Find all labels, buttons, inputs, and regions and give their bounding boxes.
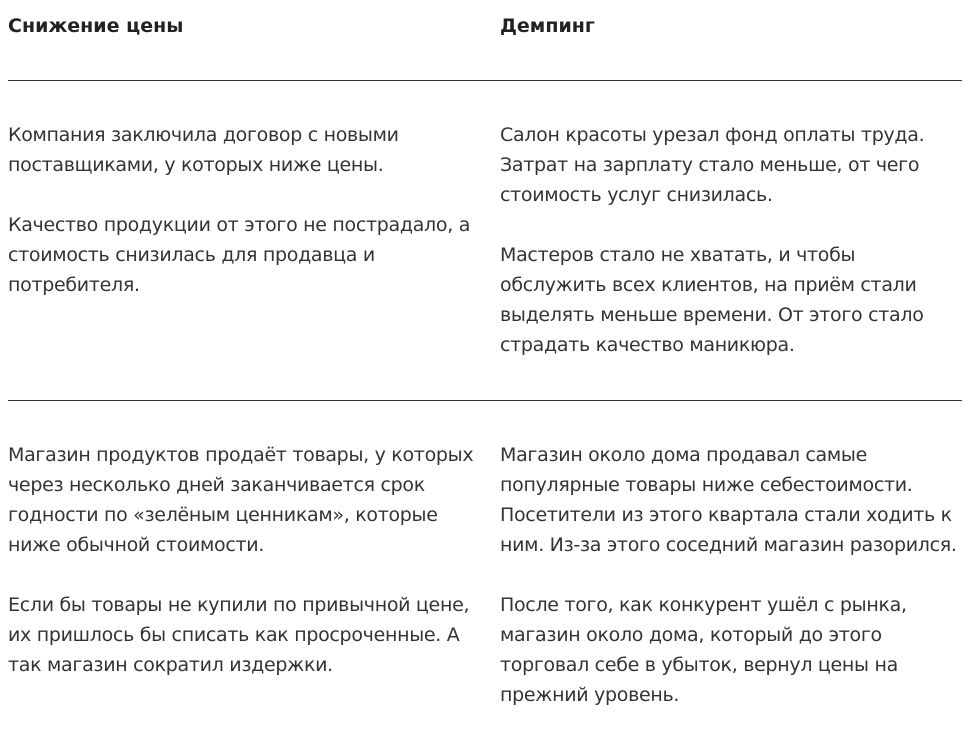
header-divider — [8, 80, 962, 81]
row-1-right-paragraph-2: Мастеров стало не хватать, и чтобы обслужить всех клиентов, на приём стали выделять меньше времени. От этого стало страдать качество маникюра. — [500, 244, 924, 356]
row-1-left-paragraph-1: Компания заключила договор с новыми поставщиками, у которых ниже цены. — [8, 124, 399, 176]
row-1-right-paragraph-1: Салон красоты урезал фонд оплаты труда. Затрат на зарплату стало меньше, от чего стоимость услуг снизилась. — [500, 124, 925, 206]
row-2-right-paragraph-2: После того, как конкурент ушёл с рынка, магазин около дома, который до этого торговал себе в убыток, вернул цены на прежний уровень. — [500, 594, 907, 706]
row-divider — [8, 400, 962, 401]
row-1-left-cell — [8, 120, 478, 300]
row-1-left-paragraph-2: Качество продукции от этого не пострадало, а стоимость снизилась для продавца и потребителя. — [8, 214, 471, 296]
row-2-left-paragraph-1: Магазин продуктов продаёт товары, у которых через несколько дней заканчивается срок годности по «зелёным ценникам», которые ниже обычной стоимости. — [8, 444, 474, 556]
row-1-right-cell — [500, 120, 965, 360]
column-header-price-reduction: Снижение цены — [8, 15, 184, 37]
row-2-left-cell — [8, 440, 478, 680]
row-2-right-paragraph-1: Магазин около дома продавал самые популярные товары ниже себестоимости. Посетители из этого квартала стали ходить к ним. Из-за этого соседний магазин разорился. — [500, 444, 957, 556]
row-2-right-cell — [500, 440, 965, 710]
row-2-left-paragraph-2: Если бы товары не купили по привычной цене, их пришлось бы списать как просроченные. А так магазин сократил издержки. — [8, 594, 470, 676]
column-header-dumping: Демпинг — [500, 15, 595, 37]
